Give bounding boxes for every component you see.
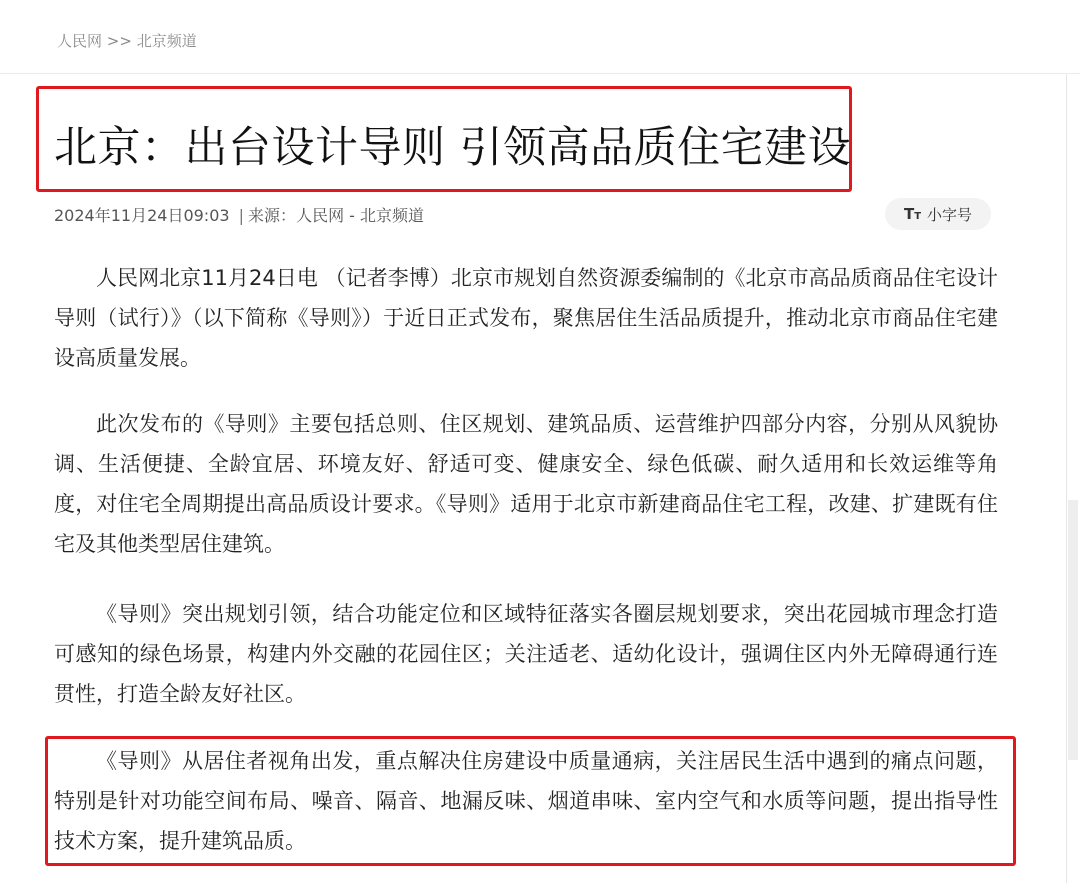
meta-separator: |	[238, 206, 245, 225]
article-meta	[54, 203, 424, 226]
breadcrumb-channel-link[interactable]: 北京频道	[136, 32, 197, 50]
source-label: 来源：	[248, 206, 297, 225]
publish-datetime: 2024年11月24日09:03	[54, 206, 230, 225]
breadcrumb	[57, 30, 197, 51]
breadcrumb-site-link[interactable]: 人民网	[57, 32, 103, 50]
article-paragraph-2: 此次发布的《导则》主要包括总则、住区规划、建筑品质、运营维护四部分内容，分别从风貌协调、生活便捷、全龄宜居、环境友好、舒适可变、健康安全、绿色低碳、耐久适用和长效运维等角度，对住宅全周期提出高品质设计要求。《导则》适用于北京市新建商品住宅工程，改建、扩建既有住宅及其他类型居住建筑。	[54, 412, 998, 556]
article-title: 北京：出台设计导则 引领高品质住宅建设	[54, 123, 852, 173]
article-paragraph-4: 《导则》从居住者视角出发，重点解决住房建设中质量通病，关注居民生活中遇到的痛点问题，特别是针对功能空间布局、噪音、隔音、地漏反味、烟道串味、室内空气和水质等问题，提出指导性技术方案，提升建筑品质。	[54, 749, 998, 853]
article-paragraph-1: 人民网北京11月24日电 （记者李博）北京市规划自然资源委编制的《北京市高品质商品住宅设计导则（试行）》（以下简称《导则》）于近日正式发布，聚焦居住生活品质提升，推动北京市商品住宅建设高质量发展。	[54, 266, 998, 370]
right-border	[1066, 74, 1067, 883]
breadcrumb-separator: >>	[102, 32, 137, 50]
font-size-toggle-label: 小字号	[927, 205, 973, 224]
scrollbar[interactable]	[1068, 500, 1078, 760]
font-size-toggle-button[interactable]	[885, 198, 991, 230]
font-size-icon: TT	[903, 205, 922, 223]
header-divider	[0, 73, 1080, 74]
article-paragraph-3: 《导则》突出规划引领，结合功能定位和区域特征落实各圈层规划要求，突出花园城市理念打造可感知的绿色场景，构建内外交融的花园住区；关注适老、适幼化设计，强调住区内外无障碍通行连贯性，打造全龄友好社区。	[54, 602, 998, 706]
source-link[interactable]: 人民网 - 北京频道	[296, 206, 425, 225]
